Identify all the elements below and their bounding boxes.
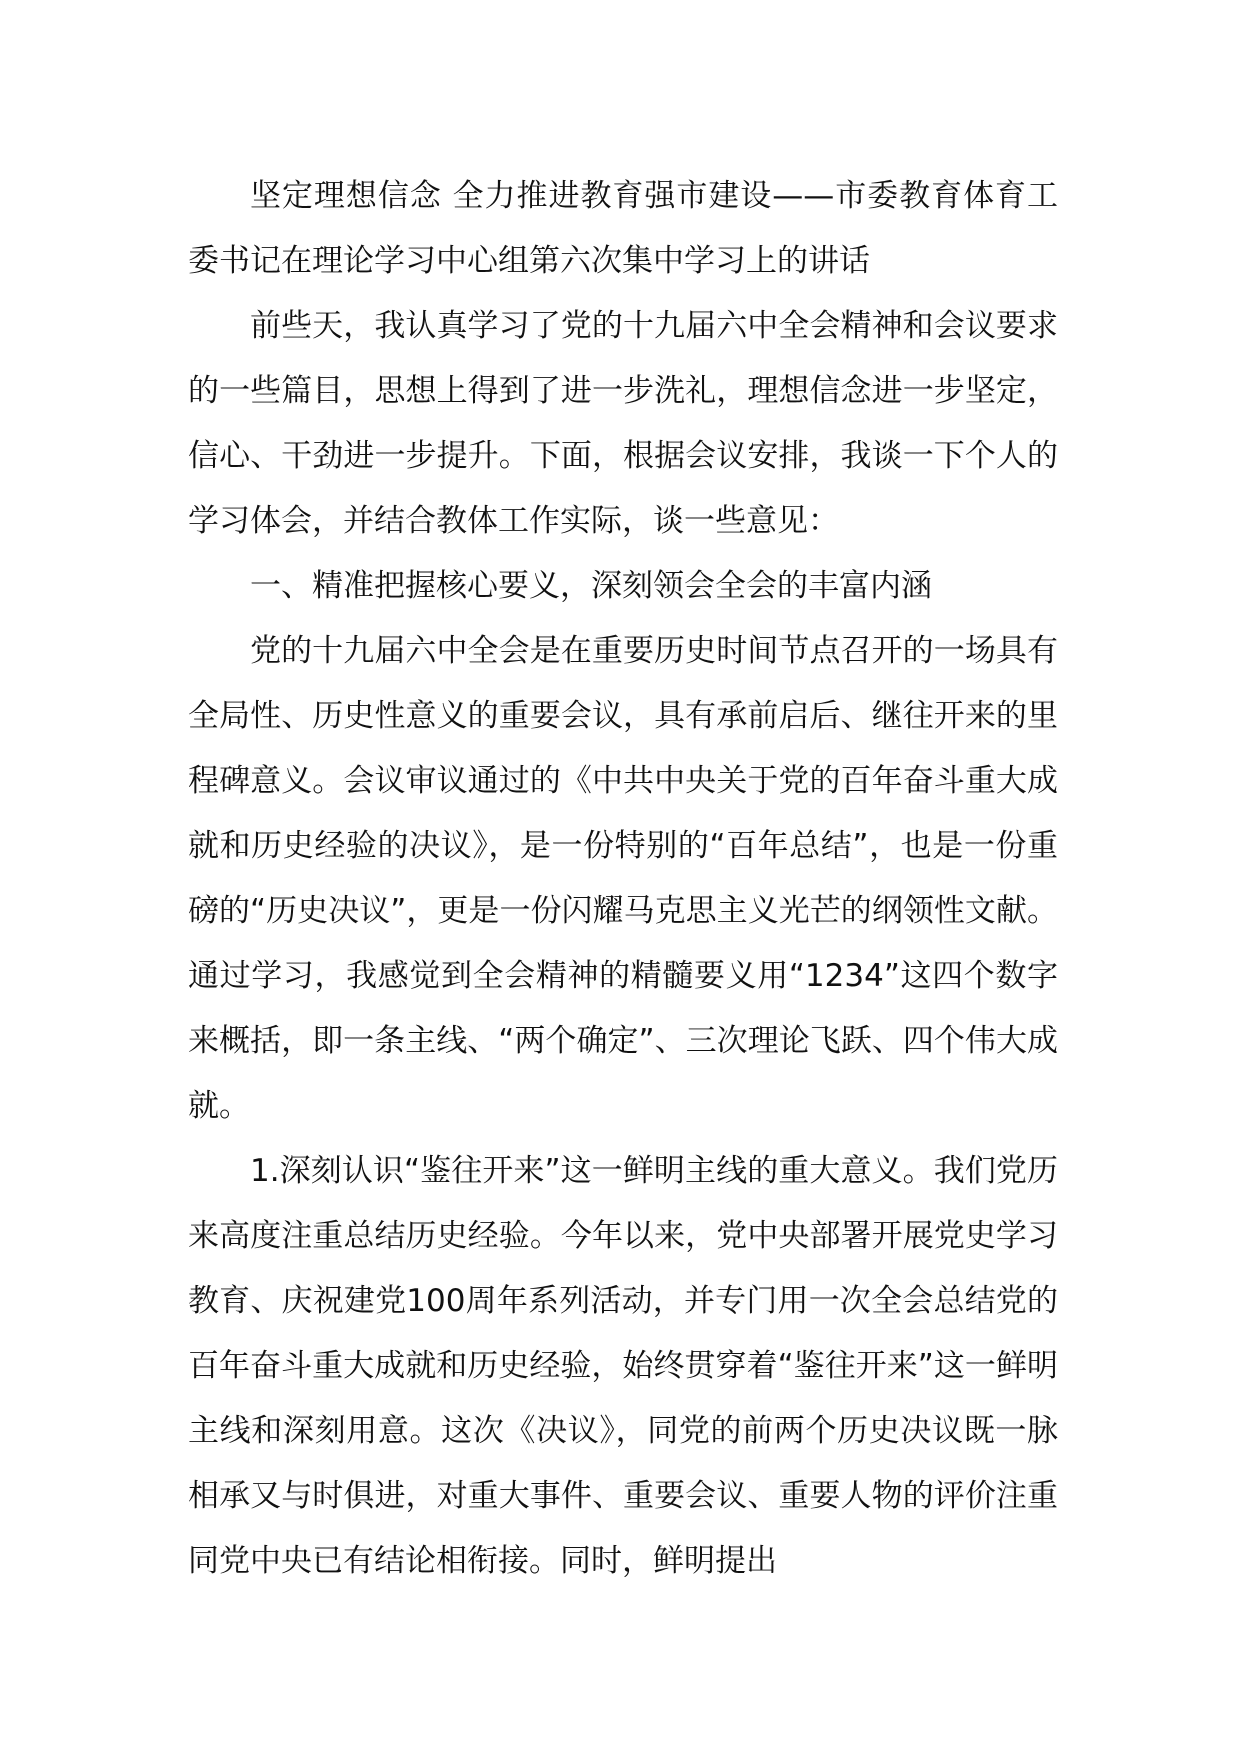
paragraph-intro: 前些天，我认真学习了党的十九届六中全会精神和会议要求的一些篇目，思想上得到了进一步洗礼，理想信念进一步坚定，信心、干劲进一步提升。下面，根据会议安排，我谈一下个人的学习体会，并结合教体工作实际，谈一些意见： bbox=[188, 308, 1058, 539]
document-title: 坚定理想信念 全力推进教育强市建设——市委教育体育工委书记在理论学习中心组第六次集中学习上的讲话 bbox=[188, 178, 1058, 279]
document-body bbox=[188, 164, 1058, 1594]
paragraph-plenary-summary: 党的十九届六中全会是在重要历史时间节点召开的一场具有全局性、历史性意义的重要会议，具有承前启后、继往开来的里程碑意义。会议审议通过的《中共中央关于党的百年奋斗重大成就和历史经验的决议》，是一份特别的“百年总结”，也是一份重磅的“历史决议”，更是一份闪耀马克思主义光芒的纲领性文献。通过学习，我感觉到全会精神的精髓要义用“1234”这四个数字来概括，即一条主线、“两个确定”、三次理论飞跃、四个伟大成就。 bbox=[188, 633, 1058, 1124]
paragraph-point-one: 1.深刻认识“鉴往开来”这一鲜明主线的重大意义。我们党历来高度注重总结历史经验。今年以来，党中央部署开展党史学习教育、庆祝建党100周年系列活动，并专门用一次全会总结党的百年奋斗重大成就和历史经验，始终贯穿着“鉴往开来”这一鲜明主线和深刻用意。这次《决议》，同党的前两个历史决议既一脉相承又与时俱进，对重大事件、重要会议、重要人物的评价注重同党中央已有结论相衔接。同时，鲜明提出 bbox=[188, 1153, 1058, 1579]
section-heading-one: 一、精准把握核心要义，深刻领会全会的丰富内涵 bbox=[250, 568, 932, 604]
